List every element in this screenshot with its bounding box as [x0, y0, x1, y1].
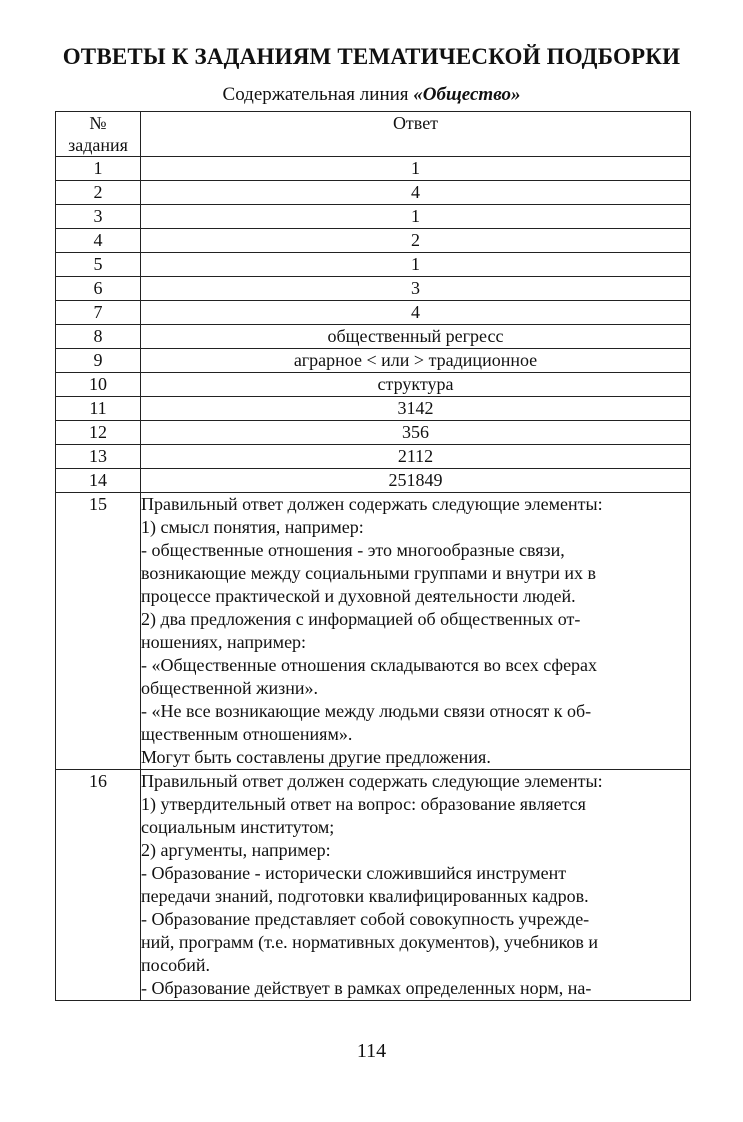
section-subtitle: [0, 84, 743, 106]
answer-cell: 2112: [141, 445, 691, 469]
task-number-cell: 1: [56, 157, 141, 181]
header-num-symbol: №: [89, 113, 107, 133]
task-number-cell: 2: [56, 181, 141, 205]
table-row: [56, 253, 691, 277]
header-num-label: задания: [68, 135, 128, 155]
answer-text-line: возникающие между социальными группами и внутри их в: [141, 563, 597, 583]
table-header-row: [56, 112, 691, 157]
answers-table: [55, 111, 691, 1001]
table-row: [56, 181, 691, 205]
answer-cell: 2: [141, 229, 691, 253]
answer-text-line: ний, программ (т.е. нормативных документов), учебников и: [141, 932, 599, 952]
task-number-cell: 7: [56, 301, 141, 325]
table-row: [56, 325, 691, 349]
answer-cell: аграрное < или > традиционное: [141, 349, 691, 373]
table-row-extended: [56, 493, 691, 770]
answer-cell: 3142: [141, 397, 691, 421]
answer-cell: 1: [141, 253, 691, 277]
answer-text-line: передачи знаний, подготовки квалифицированных кадров.: [141, 886, 589, 906]
answer-text-line: Правильный ответ должен содержать следующие элементы:: [141, 771, 603, 791]
answer-text-line: щественным отношениям».: [141, 724, 353, 744]
answer-text-line: пособий.: [141, 955, 210, 975]
task-number-cell: 15: [56, 493, 141, 770]
extended-answer-cell: [141, 770, 691, 1001]
answer-text-line: - Образование представляет собой совокупность учрежде-: [141, 909, 590, 929]
answer-cell: 356: [141, 421, 691, 445]
subtitle-prefix: Содержательная линия: [222, 84, 414, 105]
table-row: [56, 397, 691, 421]
task-number-cell: 9: [56, 349, 141, 373]
table-row: [56, 229, 691, 253]
answer-text-line: 2) аргументы, например:: [141, 840, 331, 860]
table-row: [56, 277, 691, 301]
header-task-number: [56, 112, 141, 157]
table-row: [56, 301, 691, 325]
task-number-cell: 4: [56, 229, 141, 253]
answers-table-body: [56, 157, 691, 1001]
task-number-cell: 12: [56, 421, 141, 445]
answer-text-line: ношениях, например:: [141, 632, 307, 652]
task-number-cell: 8: [56, 325, 141, 349]
answer-text-line: Могут быть составлены другие предложения.: [141, 747, 491, 767]
answer-text-line: общественной жизни».: [141, 678, 319, 698]
answer-cell: 4: [141, 181, 691, 205]
task-number-cell: 16: [56, 770, 141, 1001]
answer-cell: общественный регресс: [141, 325, 691, 349]
header-answer: Ответ: [141, 112, 691, 157]
answer-text-line: 2) два предложения с информацией об общественных от-: [141, 609, 581, 629]
table-row: [56, 349, 691, 373]
table-row-extended: [56, 770, 691, 1001]
answer-text-line: - «Общественные отношения складываются во всех сферах: [141, 655, 598, 675]
answer-text-line: - «Не все возникающие между людьми связи относят к об-: [141, 701, 592, 721]
answer-text-line: 1) утвердительный ответ на вопрос: образование является: [141, 794, 586, 814]
table-row: [56, 157, 691, 181]
answer-cell: структура: [141, 373, 691, 397]
answer-text-line: - общественные отношения - это многообразные связи,: [141, 540, 565, 560]
answer-text-line: - Образование - исторически сложившийся инструмент: [141, 863, 567, 883]
task-number-cell: 3: [56, 205, 141, 229]
task-number-cell: 5: [56, 253, 141, 277]
task-number-cell: 10: [56, 373, 141, 397]
task-number-cell: 14: [56, 469, 141, 493]
answer-text-line: - Образование действует в рамках определенных норм, на-: [141, 978, 592, 998]
answer-cell: 1: [141, 205, 691, 229]
subtitle-emphasis: «Общество»: [413, 84, 521, 105]
task-number-cell: 13: [56, 445, 141, 469]
answer-cell: 4: [141, 301, 691, 325]
answer-text-line: социальным институтом;: [141, 817, 335, 837]
table-row: [56, 421, 691, 445]
answer-cell: 251849: [141, 469, 691, 493]
task-number-cell: 6: [56, 277, 141, 301]
table-row: [56, 469, 691, 493]
answer-text-line: процессе практической и духовной деятельности людей.: [141, 586, 576, 606]
page-number: 114: [356, 1040, 387, 1062]
table-row: [56, 445, 691, 469]
answer-text-line: 1) смысл понятия, например:: [141, 517, 364, 537]
task-number-cell: 11: [56, 397, 141, 421]
answer-cell: 3: [141, 277, 691, 301]
table-row: [56, 373, 691, 397]
table-row: [56, 205, 691, 229]
page-title: ОТВЕТЫ К ЗАДАНИЯМ ТЕМАТИЧЕСКОЙ ПОДБОРКИ: [62, 44, 681, 69]
answer-text-line: Правильный ответ должен содержать следующие элементы:: [141, 494, 603, 514]
answer-cell: 1: [141, 157, 691, 181]
extended-answer-cell: [141, 493, 691, 770]
